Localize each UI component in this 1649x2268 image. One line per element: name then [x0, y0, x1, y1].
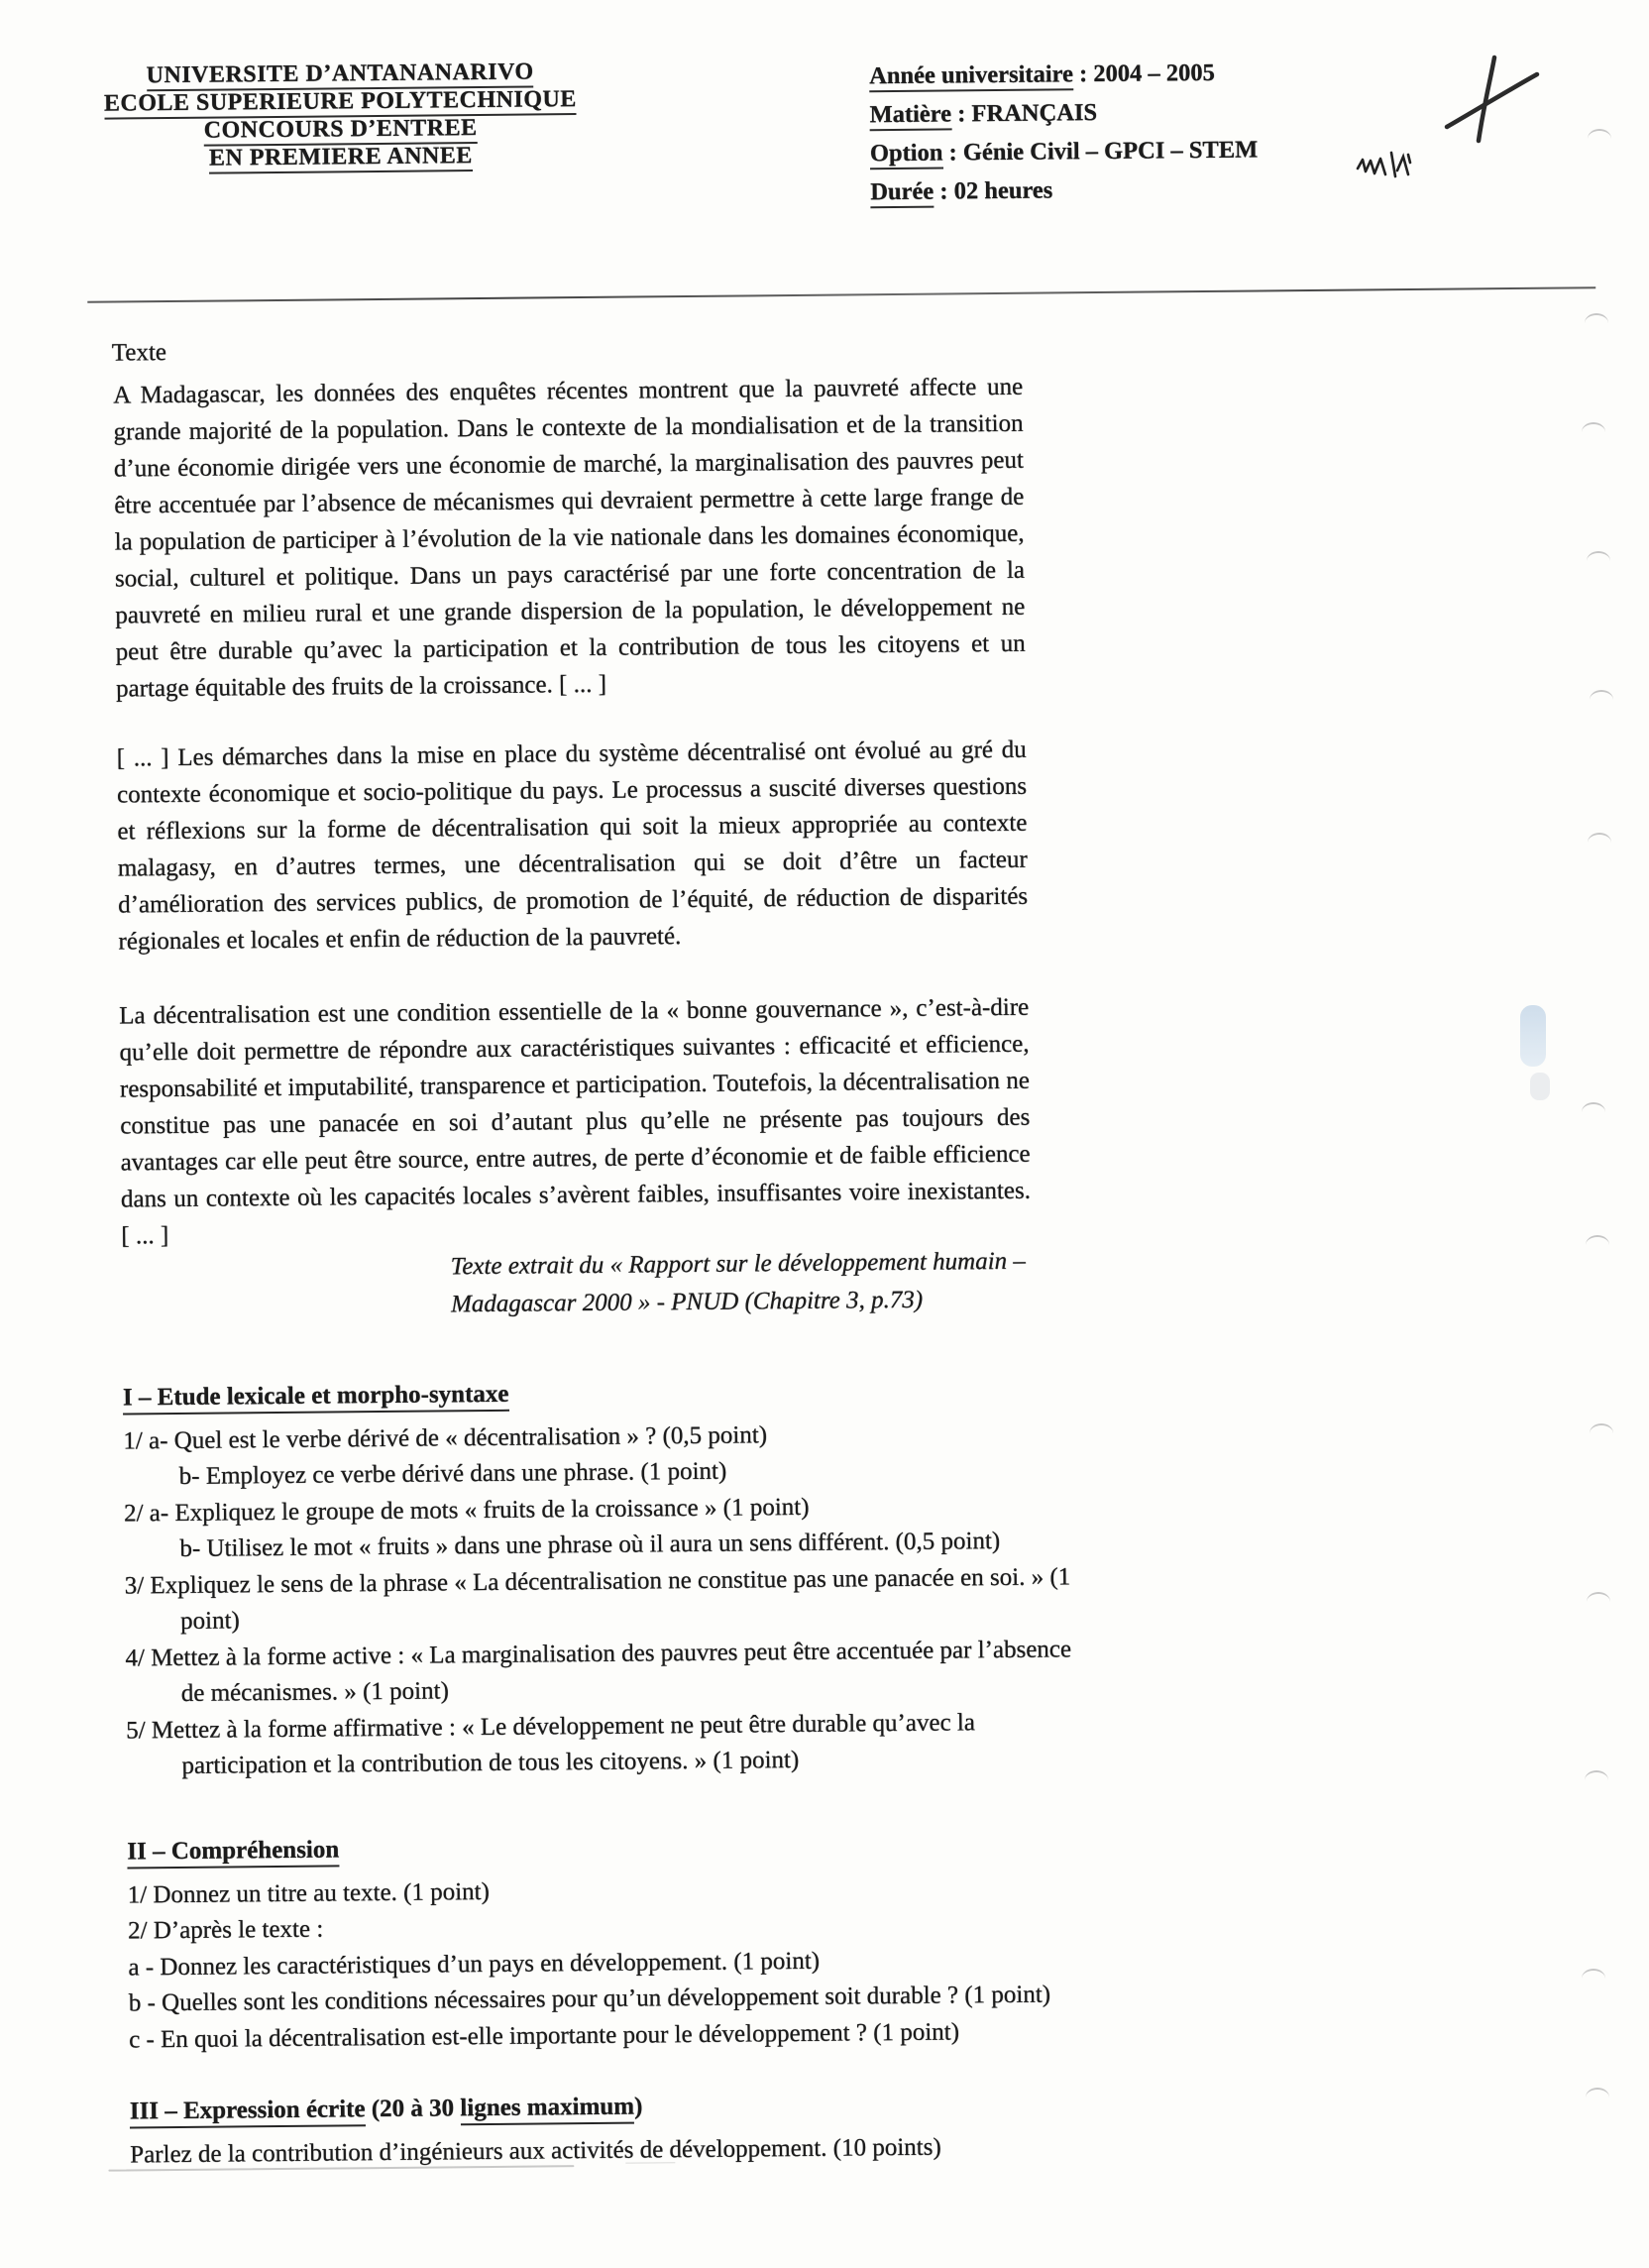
section-2-heading	[127, 1825, 1123, 1871]
texte-label: Texte	[111, 339, 167, 367]
question-item: 2/ D’après le texte :	[127, 1915, 324, 1945]
exam-info-colon: :	[934, 177, 954, 205]
institution-line	[102, 85, 578, 118]
exam-info-colon: :	[942, 139, 963, 167]
exam-info-label: Matière	[869, 100, 951, 131]
section-3-heading	[130, 2083, 1269, 2130]
question-item: b - Quelles sont les conditions nécessaires pour qu’un développement soit durable ? (1 point)	[128, 1981, 1051, 2017]
section-etude-lexicale	[123, 1371, 1100, 1785]
exam-info-label: Année universitaire	[869, 60, 1073, 92]
citation-line: Texte extrait du « Rapport sur le développement humain –	[450, 1247, 1026, 1281]
question-item: 1/ a- Quel est le verbe dérivé de « décentralisation » ? (0,5 point)	[123, 1420, 768, 1455]
text-paragraph-3: La décentralisation est une condition essentielle de la « bonne gouvernance », c’est-à-dire qu’elle doit permettre de répondre aux caractéristiques suivantes : efficacité et efficience, responsabilité et imputabilité, transparence et participation. Toutefois, la décentralisation ne constitue pas une panacée en soi d’autant plus qu’elle ne présente pas toujours des avantages car elle peut être source, entre autres, de perte d’économie et de faible efficience dans un contexte où les capacités locales s’avèrent faibles, insuffisantes voire inexistantes. [ ... ]	[119, 993, 1032, 1250]
scribble-icon	[1354, 145, 1415, 186]
question-item: b- Employez ce verbe dérivé dans une phrase. (1 point)	[178, 1457, 727, 1490]
institution-line-text: CONCOURS D’ENTREE	[204, 115, 478, 147]
section-comprehension	[127, 1825, 1125, 2059]
question-item: 1/ Donnez un titre au texte. (1 point)	[127, 1877, 491, 1908]
exam-info-row	[869, 89, 1464, 134]
exam-info-value: FRANÇAIS	[971, 99, 1098, 128]
handwritten-x-mark	[1435, 46, 1544, 160]
exam-info-colon: :	[950, 100, 972, 128]
ink-scribble	[1354, 145, 1415, 191]
exam-info-value: Génie Civil – GPCI – STEM	[962, 136, 1259, 167]
question-item: Parlez de la contribution d’ingénieurs aux activités de développement. (10 points)	[130, 2133, 941, 2168]
ink-smudge	[1530, 1073, 1550, 1100]
text-paragraph-1: A Madagascar, les données des enquêtes récentes montrent que la pauvreté affecte une grande majorité de la population. Dans le contexte de la mondialisation et de la transition d’une économie dirigée vers une économie de marché, la marginalisation des pauvres peut être accentuée par l’absence de mécanismes qui devraient permettre à cette large frange de la population de participer à l’évolution de la vie nationale dans les domaines économique, social, culturel et politique. Dans un pays caractérisé par une forte concentration de la pauvreté en milieu rural et une grande dispersion de la population, le développement ne peut être durable qu’avec la participation et la contribution de tous les citoyens et un partage équitable des fruits de la croissance. [ ... ]	[113, 373, 1026, 703]
exam-info-value: 02 heures	[953, 176, 1053, 205]
section-3-title-suffix: (20 à 30	[365, 2095, 461, 2123]
source-citation	[450, 1242, 1085, 1323]
exam-info-label: Option	[870, 140, 943, 170]
question-item: 5/ Mettez à la forme affirmative : « Le développement ne peut être durable qu’avec la participation et la contribution de tous les citoyens. » (1 point)	[125, 1708, 976, 1779]
question-item: a - Donnez les caractéristiques d’un pays en développement. (1 point)	[128, 1947, 821, 1981]
exam-info-label: Durée	[870, 178, 934, 209]
section-1-heading	[123, 1371, 1096, 1417]
text-paragraph-2: [ ... ] Les démarches dans la mise en place du système décentralisé ont évolué au gré du contexte économique et socio-politique du pays. Le processus a suscité diverses questions et réflexions sur la forme de décentralisation qui soit la mieux appropriée au contexte malagasy, en d’autres termes, une décentralisation qui se doit d’être un facteur d’amélioration des services publics, de promotion de l’équité, de réduction de disparités régionales et locales et enfin de réduction de la pauvreté.	[116, 736, 1029, 956]
section-1-title: I – Etude lexicale et morpho-syntaxe	[123, 1381, 509, 1415]
institution-line-text: EN PREMIERE ANNEE	[209, 143, 473, 174]
exam-info-colon: :	[1072, 60, 1094, 88]
section-expression-ecrite	[130, 2083, 1270, 2173]
institution-line-text: UNIVERSITE D’ANTANANARIVO	[146, 58, 533, 91]
exam-info-row	[869, 51, 1464, 95]
question-item: b- Utilisez le mot « fruits » dans une phrase où il aura un sens différent. (0,5 point)	[179, 1528, 1001, 1562]
section-2-title: II – Compréhension	[127, 1836, 339, 1869]
question-item: 3/ Expliquez le sens de la phrase « La décentralisation ne constitue pas une panacée en soi. » (1 point)	[124, 1562, 1071, 1635]
question-item: 2/ a- Expliquez le groupe de mots « fruits de la croissance » (1 point)	[123, 1493, 810, 1528]
header-separator-line	[87, 286, 1595, 303]
institution-line-text: ECOLE SUPERIEURE POLYTECHNIQUE	[104, 86, 577, 120]
question-item: 4/ Mettez à la forme active : « La marginalisation des pauvres peut être accentuée par l’absence de mécanismes. » (1 point)	[125, 1635, 1072, 1707]
ink-smudge	[1520, 1005, 1546, 1067]
x-mark-icon	[1435, 46, 1544, 155]
exam-info-value: 2004 – 2005	[1093, 58, 1215, 88]
section-3-title: III – Expression écrite	[130, 2096, 366, 2128]
citation-line: Madagascar 2000 » - PNUD (Chapitre 3, p.73)	[450, 1286, 924, 1318]
institution-header	[102, 57, 579, 173]
question-item: c - En quoi la décentralisation est-elle importante pour le développement ? (1 point)	[128, 2017, 960, 2053]
section-3-title-paren: )	[633, 2093, 643, 2120]
institution-line	[103, 141, 579, 173]
section-3-title-underlined: lignes maximum	[460, 2094, 634, 2125]
